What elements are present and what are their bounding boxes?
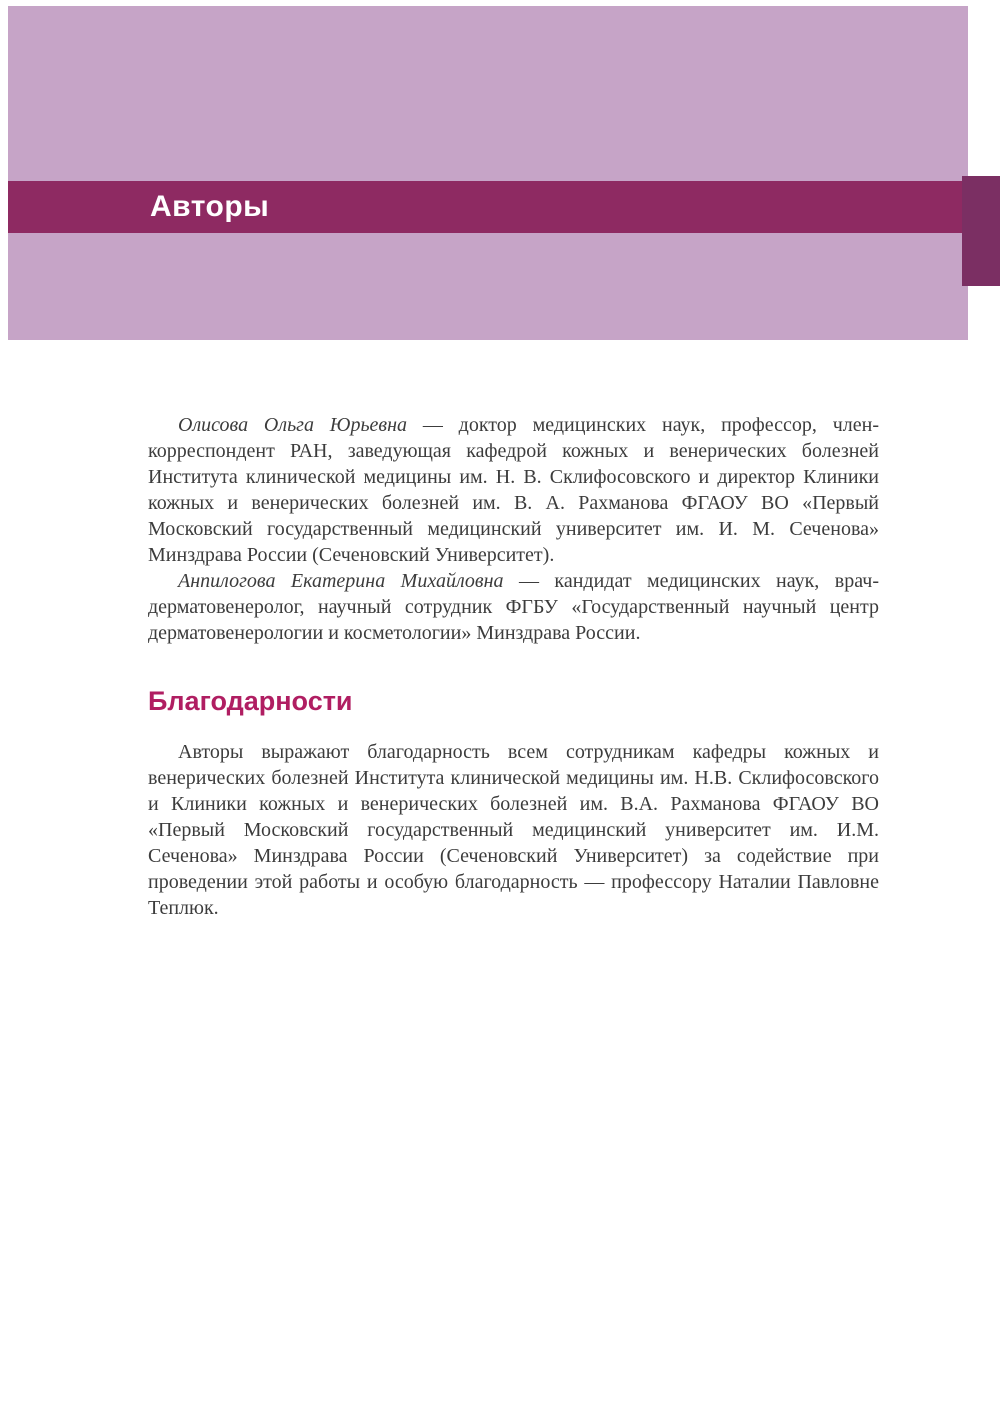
chapter-edge-tab [962, 176, 1000, 286]
chapter-header-block [8, 6, 968, 340]
author-name: Анпилогова Екатерина Михайловна [178, 570, 504, 592]
page-content [148, 412, 879, 921]
acknowledgements-heading: Благодарности [148, 686, 353, 716]
author-paragraph [148, 412, 879, 568]
author-name: Олисова Ольга Юрьевна [178, 414, 408, 436]
author-description: — кандидат медицинских наук, врач-дерматовенеролог, научный сотрудник ФГБУ «Государственный научный центр дерматовенерологии и косметологии» Минздрава России. [148, 570, 879, 644]
author-description: — доктор медицинских наук, профессор, член-корреспондент РАН, заведующая кафедрой кожных и венерических болезней Института клинической медицины им. Н. В. Склифосовского и директор Клиники кожных и венерических болезней им. В. А. Рахманова ФГАОУ ВО «Первый Московский государственный медицинский университет им. И. М. Сеченова» Минздрава России (Сеченовский Университет). [148, 414, 879, 566]
chapter-banner [8, 181, 965, 233]
chapter-title: Авторы [150, 190, 270, 223]
acknowledgements-paragraph: Авторы выражают благодарность всем сотрудникам кафедры кожных и венерических болезней Института клинической медицины им. Н.В. Склифосовского и Клиники кожных и венерических болезней им. В.А. Рахманова ФГАОУ ВО «Первый Московский государственный медицинский университет им. И.М. Сеченова» Минздрава России (Сеченовский Университет) за содействие при проведении этой работы и особую благодарность — профессору Наталии Павловне Теплюк. [148, 741, 879, 919]
author-paragraph [148, 568, 879, 646]
